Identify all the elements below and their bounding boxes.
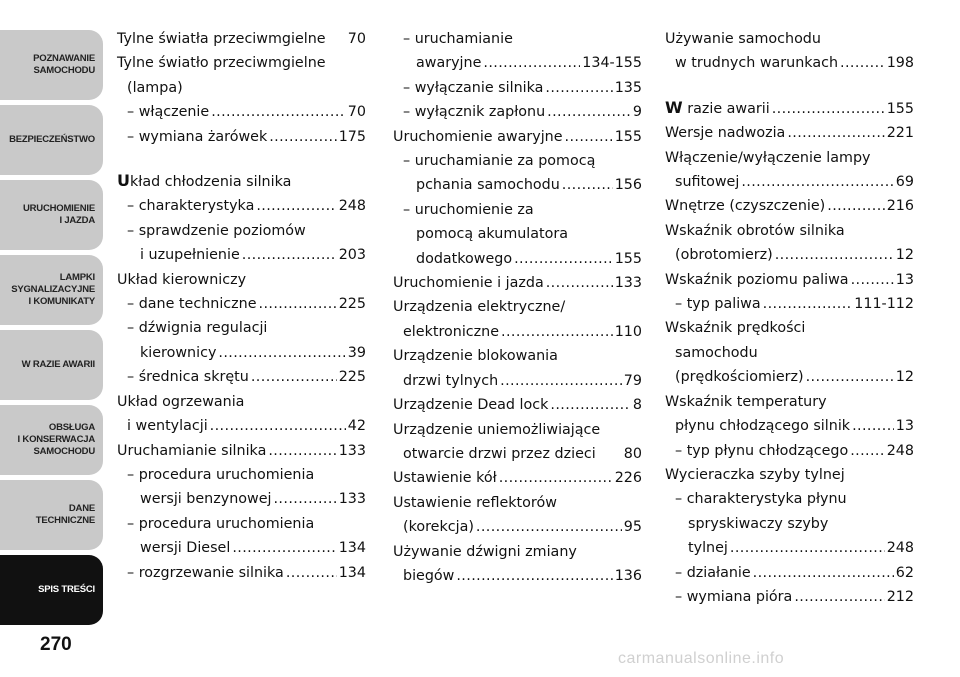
- index-page-ref: 134-155: [582, 55, 642, 72]
- index-entry-text: płynu chłodzącego silnik: [675, 418, 851, 435]
- index-entry-text: elektroniczne: [403, 323, 500, 340]
- index-entry: [393, 27, 642, 51]
- index-entry-text: (prędkościomierz): [675, 369, 804, 386]
- leader-dots: [550, 393, 630, 417]
- index-entry-text: – typ płynu chłodzącego: [675, 442, 849, 459]
- index-entry-text: Układ kierowniczy: [117, 271, 247, 288]
- sidebar-tab-5[interactable]: W RAZIE AWARII: [0, 330, 103, 400]
- index-entry: [117, 561, 366, 585]
- index-entry-text: – charakterystyka: [127, 198, 255, 215]
- index-page-ref: 203: [338, 247, 366, 264]
- leader-dots: [547, 100, 631, 124]
- index-entry: [393, 491, 642, 515]
- leader-dots: [514, 247, 613, 271]
- index-entry: [117, 341, 366, 365]
- index-entry-text: (obrotomierz): [675, 247, 773, 264]
- leader-dots: [763, 292, 853, 316]
- index-page-ref: 39: [347, 344, 366, 361]
- index-entry: [393, 466, 642, 490]
- index-entry-text: tylnej: [688, 540, 728, 557]
- index-entry-text: biegów: [403, 567, 455, 584]
- leader-dots: [268, 439, 336, 463]
- leader-dots: [210, 414, 346, 438]
- index-entry-text: Urządzenia elektryczne/: [393, 299, 566, 316]
- index-page-ref: 42: [347, 418, 366, 435]
- index-entry: [117, 125, 366, 149]
- sidebar-tab-7[interactable]: DANE TECHNICZNE: [0, 480, 103, 550]
- index-page-ref: 225: [338, 296, 366, 313]
- index-entry-text: w trudnych warunkach: [675, 55, 839, 72]
- index-entry-text: Uruchomienie awaryjne: [393, 128, 563, 145]
- index-page-ref: 62: [895, 564, 914, 581]
- index-page-ref: 134: [338, 564, 366, 581]
- index-entry-text: Urządzenie Dead lock: [393, 397, 549, 414]
- index-entry: [665, 536, 914, 560]
- index-entry: [117, 268, 366, 292]
- leader-dots: [211, 100, 346, 124]
- leader-dots: [251, 365, 337, 389]
- index-column-3: [665, 27, 914, 609]
- index-page-ref: 225: [338, 369, 366, 386]
- index-entry: [665, 121, 914, 145]
- index-entry-text: Tylne światła przeciwmgielne: [117, 31, 326, 47]
- index-entry-text: awaryjne: [416, 55, 482, 72]
- index-entry-text: – uruchomienie za: [403, 201, 534, 218]
- leader-dots: [852, 414, 894, 438]
- leader-dots: [456, 564, 612, 588]
- index-entry-text: – uruchamianie: [403, 31, 513, 47]
- index-page-ref: 155: [614, 128, 642, 145]
- sidebar-tab-4[interactable]: LAMPKI SYGNALIZACYJNE I KOMUNIKATY: [0, 255, 103, 325]
- index-entry: [117, 365, 366, 389]
- index-spacer: [117, 149, 366, 169]
- index-entry-text: (korekcja): [403, 519, 474, 536]
- index-entry: [393, 222, 642, 246]
- index-entry-text: i uzupełnienie: [140, 247, 240, 264]
- leader-dots: [483, 51, 580, 75]
- leader-dots: [546, 271, 613, 295]
- index-page-ref: 110: [614, 323, 642, 340]
- index-entry: [117, 487, 366, 511]
- index-page-ref: 216: [886, 198, 914, 215]
- index-entry: [665, 170, 914, 194]
- sidebar-tab-8[interactable]: SPIS TREŚCI: [0, 555, 103, 625]
- index-entry-text: – włączenie: [127, 104, 210, 121]
- index-entry: [117, 100, 366, 124]
- index-entry: [117, 169, 366, 194]
- index-entry: [393, 271, 642, 295]
- leader-dots: [545, 76, 612, 100]
- leader-dots: [794, 585, 884, 609]
- index-entry: [393, 418, 642, 442]
- index-entry-text: – działanie: [675, 564, 751, 581]
- index-entry-text: Używanie samochodu: [665, 31, 821, 47]
- index-page-ref: 248: [338, 198, 366, 215]
- index-entry-text: pomocą akumulatora: [416, 226, 569, 243]
- index-page-ref: 155: [614, 250, 642, 267]
- index-entry-text: – typ paliwa: [675, 296, 761, 313]
- index-entry-text: Wskaźnik poziomu paliwa: [665, 271, 849, 288]
- index-entry: [393, 76, 642, 100]
- index-entry: [665, 96, 914, 121]
- index-section-letter: U: [117, 171, 130, 191]
- index-page-ref: 133: [338, 442, 366, 459]
- index-entry-text: pchania samochodu: [416, 177, 560, 194]
- index-entry-text: – procedura uruchomienia: [127, 515, 315, 532]
- index-page-ref: 12: [895, 369, 914, 386]
- leader-dots: [476, 515, 622, 539]
- leader-dots: [286, 561, 337, 585]
- index-entry-text: Wskaźnik obrotów silnika: [665, 222, 845, 239]
- index-entry: [117, 390, 366, 414]
- index-page-ref: 111-112: [854, 296, 914, 313]
- leader-dots: [772, 97, 885, 121]
- index-entry: [665, 512, 914, 536]
- index-page-ref: 79: [623, 372, 642, 389]
- index-page-ref: 136: [614, 567, 642, 584]
- index-entry: [665, 487, 914, 511]
- index-entry-text: wersji Diesel: [140, 540, 231, 557]
- index-entry-text: Uruchamianie silnika: [117, 442, 267, 459]
- index-entry: [117, 439, 366, 463]
- leader-dots: [840, 51, 885, 75]
- index-entry: [393, 100, 642, 124]
- leader-dots: [787, 121, 884, 145]
- leader-dots: [218, 341, 345, 365]
- index-entry: [665, 268, 914, 292]
- index-entry: [393, 173, 642, 197]
- watermark: carmanualsonline.info: [618, 650, 785, 667]
- index-page-ref: 133: [338, 491, 366, 508]
- index-entry-text: dodatkowego: [416, 250, 513, 267]
- index-entry: [117, 463, 366, 487]
- leader-dots: [775, 243, 894, 267]
- leader-dots: [500, 369, 622, 393]
- index-entry: [665, 243, 914, 267]
- index-entry: [393, 247, 642, 271]
- index-entry: [117, 51, 366, 75]
- index-entry: [665, 341, 914, 365]
- index-page-ref: 8: [632, 397, 642, 414]
- index-entry-text: – procedura uruchomienia: [127, 466, 315, 483]
- index-entry-text: Używanie dźwigni zmiany: [393, 543, 577, 560]
- index-entry-text: i wentylacji: [127, 418, 208, 435]
- index-page-ref: 12: [895, 247, 914, 264]
- index-entry-text: Urządzenie uniemożliwiające: [393, 421, 601, 438]
- leader-dots: [753, 561, 894, 585]
- sidebar-tab-2[interactable]: BEZPIECZEŃSTWO: [0, 105, 103, 175]
- page-number: 270: [40, 634, 72, 655]
- index-entry-text: – dźwignia regulacji: [127, 320, 268, 337]
- index-page-ref: 135: [614, 79, 642, 96]
- index-entry-text: drzwi tylnych: [403, 372, 499, 389]
- index-entry: [393, 442, 642, 466]
- leader-dots: [562, 173, 613, 197]
- leader-dots: [730, 536, 885, 560]
- index-entry: [393, 149, 642, 173]
- index-entry-text: spryskiwaczy szyby: [688, 515, 829, 532]
- index-entry-text: Wycieraczka szyby tylnej: [665, 466, 845, 483]
- index-entry: [393, 564, 642, 588]
- index-entry-text: – wymiana żarówek: [127, 128, 268, 145]
- index-entry: [393, 295, 642, 319]
- index-entry: [665, 51, 914, 75]
- index-entry-text: Ustawienie kół: [393, 470, 497, 487]
- index-entry: [665, 316, 914, 340]
- index-entry: [393, 51, 642, 75]
- index-entry-text: – charakterystyka płynu: [675, 491, 847, 508]
- leader-dots: [242, 243, 337, 267]
- index-page-ref: 69: [895, 174, 914, 191]
- index-entry: [665, 292, 914, 316]
- leader-dots: [501, 320, 613, 344]
- index-entry-text: sufitowej: [675, 174, 740, 191]
- index-entry: [665, 27, 914, 51]
- index-entry: [117, 194, 366, 218]
- index-entry: [665, 463, 914, 487]
- index-page-ref: 226: [614, 470, 642, 487]
- index-entry-text: samochodu: [675, 344, 758, 361]
- index-page-ref: 95: [623, 519, 642, 536]
- index-entry: [117, 76, 366, 100]
- index-entry: [665, 585, 914, 609]
- index-page-ref: 155: [886, 100, 914, 117]
- index-section-letter: W: [665, 97, 683, 117]
- index-entry: [117, 414, 366, 438]
- index-entry-text: Uruchomienie i jazda: [393, 275, 544, 292]
- index-page-ref: 156: [614, 177, 642, 194]
- index-page-ref: 198: [886, 55, 914, 72]
- index-entry-text: Wskaźnik prędkości: [665, 320, 806, 337]
- index-entry: [665, 219, 914, 243]
- index-entry-text: – dane techniczne: [127, 296, 257, 313]
- index-page-ref: 80: [623, 445, 642, 462]
- index-entry-text: kład chłodzenia silnika: [130, 174, 292, 191]
- index-entry: [117, 512, 366, 536]
- index-entry: [665, 194, 914, 218]
- leader-dots: [741, 170, 893, 194]
- index-entry-text: (lampa): [127, 79, 183, 96]
- leader-dots: [851, 268, 894, 292]
- index-page-ref: 248: [886, 442, 914, 459]
- index-entry: [665, 146, 914, 170]
- index-page-ref: 9: [632, 104, 642, 121]
- leader-dots: [827, 194, 884, 218]
- index-entry: [393, 540, 642, 564]
- index-entry-text: wersji benzynowej: [140, 491, 272, 508]
- leader-dots: [259, 292, 337, 316]
- index-entry-text: – wyłącznik zapłonu: [403, 104, 546, 121]
- index-entry: [665, 439, 914, 463]
- index-spacer: [665, 76, 914, 96]
- index-page-ref: 175: [338, 128, 366, 145]
- index-entry: [393, 344, 642, 368]
- index-entry-text: Urządzenie blokowania: [393, 348, 558, 365]
- index-page-ref: 212: [886, 588, 914, 605]
- index-entry-text: – rozgrzewanie silnika: [127, 564, 284, 581]
- index-entry: [117, 316, 366, 340]
- leader-dots: [565, 125, 613, 149]
- index-entry: [117, 243, 366, 267]
- leader-dots: [269, 125, 336, 149]
- index-entry-text: Wnętrze (czyszczenie): [665, 198, 826, 215]
- leader-dots: [499, 466, 613, 490]
- index-entry: [393, 369, 642, 393]
- index-page-ref: 134: [338, 540, 366, 557]
- leader-dots: [256, 194, 336, 218]
- index-entry: [393, 393, 642, 417]
- index-entry-text: – wyłączanie silnika: [403, 79, 544, 96]
- index-entry-text: – uruchamianie za pomocą: [403, 153, 596, 170]
- index-page-ref: 70: [347, 31, 366, 47]
- index-entry: [117, 27, 366, 51]
- index-entry: [117, 292, 366, 316]
- index-entry-text: Układ ogrzewania: [117, 393, 245, 410]
- sidebar-tab-3[interactable]: URUCHOMIENIE I JAZDA: [0, 180, 103, 250]
- index-page-ref: 70: [347, 104, 366, 121]
- index-column-1: [117, 27, 366, 585]
- index-page-ref: 248: [886, 540, 914, 557]
- index-entry-text: Ustawienie reflektorów: [393, 494, 557, 511]
- index-entry-text: otwarcie drzwi przez dzieci: [403, 445, 596, 462]
- index-entry-text: – sprawdzenie poziomów: [127, 222, 306, 239]
- leader-dots: [232, 536, 336, 560]
- index-entry-text: – średnica skrętu: [127, 369, 249, 386]
- sidebar-tab-1[interactable]: POZNAWANIE SAMOCHODU: [0, 30, 103, 100]
- index-entry: [393, 198, 642, 222]
- index-entry-text: Tylne światło przeciwmgielne: [117, 55, 326, 72]
- index-page-ref: 13: [895, 418, 914, 435]
- index-entry: [665, 414, 914, 438]
- index-column-2: [393, 27, 642, 588]
- index-entry-text: Włączenie/wyłączenie lampy: [665, 149, 871, 166]
- index-entry-text: Wersje nadwozia: [665, 125, 786, 142]
- index-entry: [117, 219, 366, 243]
- index-entry-text: – wymiana pióra: [675, 588, 793, 605]
- index-entry: [665, 561, 914, 585]
- sidebar-tab-6[interactable]: OBSŁUGA I KONSERWACJA SAMOCHODU: [0, 405, 103, 475]
- leader-dots: [806, 365, 894, 389]
- index-entry: [393, 515, 642, 539]
- index-entry: [665, 390, 914, 414]
- index-entry: [393, 320, 642, 344]
- index-page-ref: 13: [895, 271, 914, 288]
- index-page-ref: 133: [614, 275, 642, 292]
- leader-dots: [273, 487, 336, 511]
- index-entry: [117, 536, 366, 560]
- index-page-ref: 221: [886, 125, 914, 142]
- index-entry: [393, 125, 642, 149]
- index-entry-text: kierownicy: [140, 344, 217, 361]
- index-entry-text: Wskaźnik temperatury: [665, 393, 827, 410]
- leader-dots: [850, 439, 885, 463]
- index-entry-text: razie awarii: [682, 100, 770, 117]
- index-entry: [665, 365, 914, 389]
